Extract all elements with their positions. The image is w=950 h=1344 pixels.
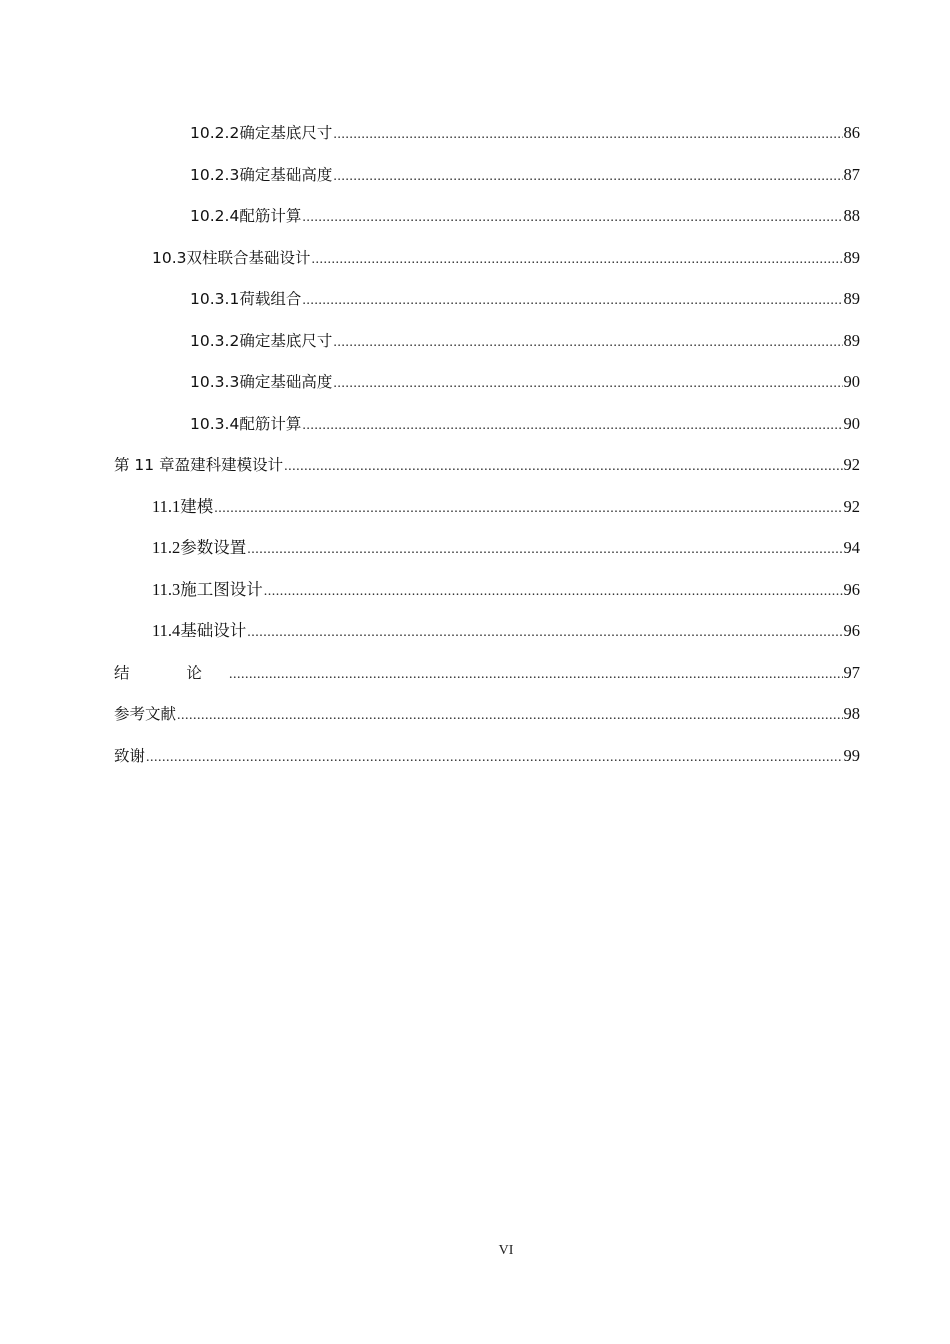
toc-entry[interactable] xyxy=(114,278,860,320)
toc-entry-page: 86 xyxy=(843,123,860,142)
toc-leader-dots xyxy=(333,322,842,364)
page-footer-number: VI xyxy=(498,1243,514,1258)
toc-chapter-entry[interactable] xyxy=(114,444,860,486)
toc-leader-dots xyxy=(214,488,842,530)
toc-leader-dots xyxy=(333,363,842,405)
toc-entry-number: 11.2 xyxy=(152,538,181,557)
toc-entry-title: 配筋计算 xyxy=(239,207,302,225)
toc-references-entry[interactable] xyxy=(114,693,860,735)
toc-entry-page: 89 xyxy=(843,289,860,308)
toc-entry-page: 88 xyxy=(843,206,860,225)
toc-entry-title: 荷载组合 xyxy=(239,290,302,308)
toc-leader-dots xyxy=(247,612,842,654)
toc-entry[interactable] xyxy=(114,403,860,445)
toc-leader-dots xyxy=(247,529,842,571)
toc-entry-title: 建模 xyxy=(180,496,214,516)
toc-entry-page: 92 xyxy=(843,455,860,474)
toc-leader-dots xyxy=(312,239,843,281)
toc-entry-page: 89 xyxy=(843,330,860,350)
toc-entry-page: 99 xyxy=(843,745,860,765)
toc-leader-dots xyxy=(177,695,842,737)
toc-entry-title: 结 论 xyxy=(114,663,228,682)
toc-entry-title: 确定基底尺寸 xyxy=(239,124,333,142)
toc-chapter-number: 第 11 章 xyxy=(114,456,175,474)
toc-entry-number: 10.2.2 xyxy=(190,124,240,142)
toc-entry-page: 94 xyxy=(843,538,860,557)
toc-entry-page: 96 xyxy=(843,579,860,599)
toc-entry-page: 90 xyxy=(843,372,860,391)
toc-entry-number: 10.3.3 xyxy=(190,373,240,391)
toc-leader-dots xyxy=(302,405,842,447)
toc-entry[interactable] xyxy=(114,527,860,569)
toc-entry-page: 87 xyxy=(843,164,860,184)
toc-entry-number: 10.3.4 xyxy=(190,414,240,433)
toc-entry-title: 基础设计 xyxy=(180,621,247,640)
toc-entry-title: 确定基础高度 xyxy=(239,165,333,184)
toc-leader-dots xyxy=(284,446,842,488)
toc-entry[interactable] xyxy=(114,569,860,611)
toc-entry[interactable] xyxy=(114,237,860,279)
toc-entry-title: 确定基础高度 xyxy=(239,373,333,391)
toc-entry[interactable] xyxy=(114,486,860,528)
toc-entry-number: 11.3 xyxy=(152,579,181,599)
toc-entry-title: 参考文献 xyxy=(114,705,177,723)
toc-entry-page: 89 xyxy=(843,247,860,267)
toc-entry-title: 参数设置 xyxy=(180,538,247,557)
toc-entry-title: 施工图设计 xyxy=(180,579,263,599)
toc-entry-page: 98 xyxy=(843,704,860,723)
toc-entry-number: 10.3.2 xyxy=(190,331,240,350)
toc-leader-dots xyxy=(264,571,843,613)
toc-entry[interactable] xyxy=(114,320,860,362)
toc-leader-dots xyxy=(229,654,843,696)
table-of-contents xyxy=(114,112,860,776)
toc-entry[interactable] xyxy=(114,112,860,154)
toc-acknowledgements-entry[interactable] xyxy=(114,735,860,777)
toc-entry-title: 双柱联合基础设计 xyxy=(186,248,311,267)
toc-leader-dots xyxy=(302,280,842,322)
toc-entry-title: 配筋计算 xyxy=(239,414,302,433)
toc-entry-title: 确定基底尺寸 xyxy=(239,331,333,350)
toc-entry[interactable] xyxy=(114,195,860,237)
toc-entry[interactable] xyxy=(114,610,860,652)
toc-entry[interactable] xyxy=(114,154,860,196)
toc-entry-number: 10.3 xyxy=(152,248,187,267)
toc-leader-dots xyxy=(333,114,842,156)
toc-leader-dots xyxy=(146,737,842,779)
toc-entry[interactable] xyxy=(114,361,860,403)
toc-entry-number: 10.2.3 xyxy=(190,165,240,184)
toc-entry-page: 92 xyxy=(843,496,860,516)
toc-leader-dots xyxy=(333,156,842,198)
toc-chapter-title: 盈建科建模设计 xyxy=(174,456,284,474)
toc-entry-number: 11.4 xyxy=(152,621,181,640)
toc-entry-number: 11.1 xyxy=(152,496,181,516)
toc-entry-page: 96 xyxy=(843,621,860,640)
toc-entry-number: 10.3.1 xyxy=(190,290,240,308)
toc-entry-page: 97 xyxy=(843,662,860,682)
toc-entry-number: 10.2.4 xyxy=(190,207,240,225)
toc-entry-page: 90 xyxy=(843,413,860,433)
toc-conclusion-entry[interactable] xyxy=(114,652,860,694)
toc-leader-dots xyxy=(302,197,842,239)
toc-entry-title: 致谢 xyxy=(114,746,146,765)
